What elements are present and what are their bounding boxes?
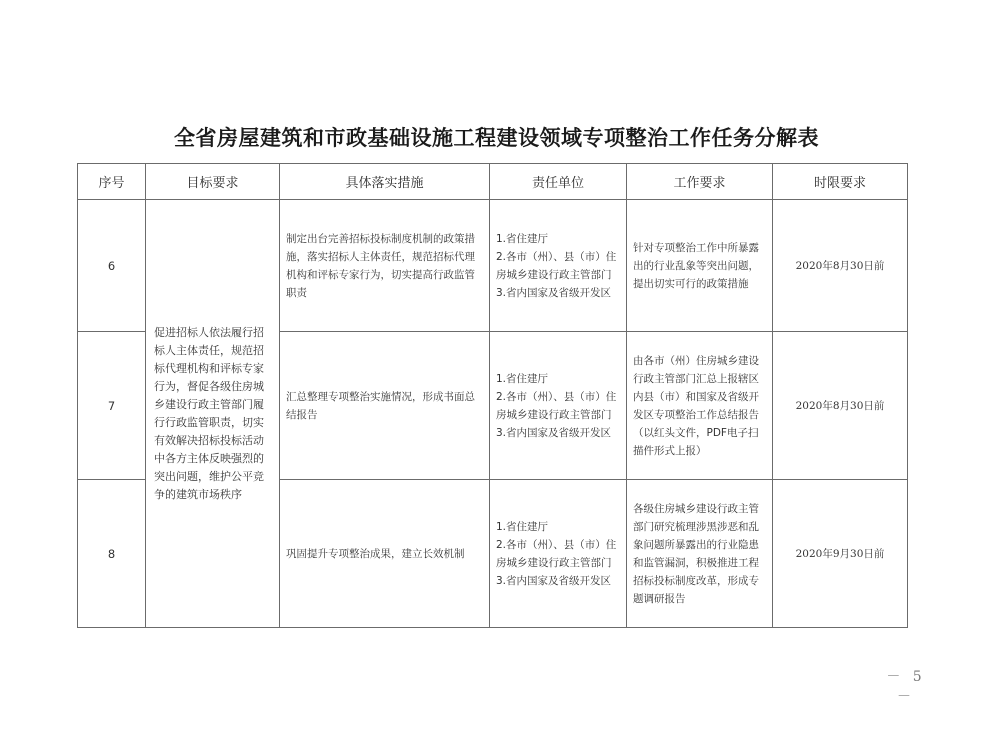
- goal-cell: 促进招标人依法履行招标人主体责任，规范招标代理机构和评标专家行为，督促各级住房城乡建设行政主管部门履行行政监管职责，切实有效解决招标投标活动中各方主体反映强烈的突出问题，维护公平竞争的建筑市场秩序: [146, 200, 280, 628]
- header-index: 序号: [78, 164, 146, 200]
- task-breakdown-table: [77, 163, 908, 628]
- table-header-row: [78, 164, 908, 200]
- deadline-cell: 2020年8月30日前: [773, 200, 908, 332]
- deadline-cell: 2020年8月30日前: [773, 332, 908, 480]
- responsible-units-cell: [490, 480, 627, 628]
- header-responsible-units: 责任单位: [490, 164, 627, 200]
- measure-cell: 汇总整理专项整治实施情况，形成书面总结报告: [280, 332, 490, 480]
- unit-item: 2.各市（州）、县（市）住房城乡建设行政主管部门: [496, 250, 617, 281]
- row-number: 6: [78, 200, 146, 332]
- work-requirement-cell: 针对专项整治工作中所暴露出的行业乱象等突出问题，提出切实可行的政策措施: [627, 200, 773, 332]
- unit-item: 1.省住建厅: [496, 520, 549, 533]
- header-measures: 具体落实措施: [280, 164, 490, 200]
- unit-item: 3.省内国家及省级开发区: [496, 574, 612, 587]
- work-requirement-cell: 由各市（州）住房城乡建设行政主管部门汇总上报辖区内县（市）和国家及省级开发区专项整治工作总结报告（以红头文件，PDF电子扫描件形式上报）: [627, 332, 773, 480]
- unit-item: 2.各市（州）、县（市）住房城乡建设行政主管部门: [496, 390, 617, 421]
- unit-item: 1.省住建厅: [496, 232, 549, 245]
- row-number: 8: [78, 480, 146, 628]
- work-requirement-cell: 各级住房城乡建设行政主管部门研究梳理涉黑涉恶和乱象问题所暴露出的行业隐患和监管漏洞，积极推进工程招标投标制度改革，形成专题调研报告: [627, 480, 773, 628]
- table-row: [78, 200, 908, 332]
- unit-item: 3.省内国家及省级开发区: [496, 286, 612, 299]
- measure-cell: 制定出台完善招标投标制度机制的政策措施，落实招标人主体责任，规范招标代理机构和评标专家行为，切实提高行政监管职责: [280, 200, 490, 332]
- header-deadline: 时限要求: [773, 164, 908, 200]
- responsible-units-cell: [490, 332, 627, 480]
- row-number: 7: [78, 332, 146, 480]
- page-number: － 5 －: [886, 669, 926, 705]
- unit-item: 2.各市（州）、县（市）住房城乡建设行政主管部门: [496, 538, 617, 569]
- header-work-requirements: 工作要求: [627, 164, 773, 200]
- unit-item: 1.省住建厅: [496, 372, 549, 385]
- responsible-units-cell: [490, 200, 627, 332]
- document-title: 全省房屋建筑和市政基础设施工程建设领域专项整治工作任务分解表: [174, 125, 819, 150]
- header-goal: 目标要求: [146, 164, 280, 200]
- unit-item: 3.省内国家及省级开发区: [496, 426, 612, 439]
- deadline-cell: 2020年9月30日前: [773, 480, 908, 628]
- measure-cell: 巩固提升专项整治成果，建立长效机制: [280, 480, 490, 628]
